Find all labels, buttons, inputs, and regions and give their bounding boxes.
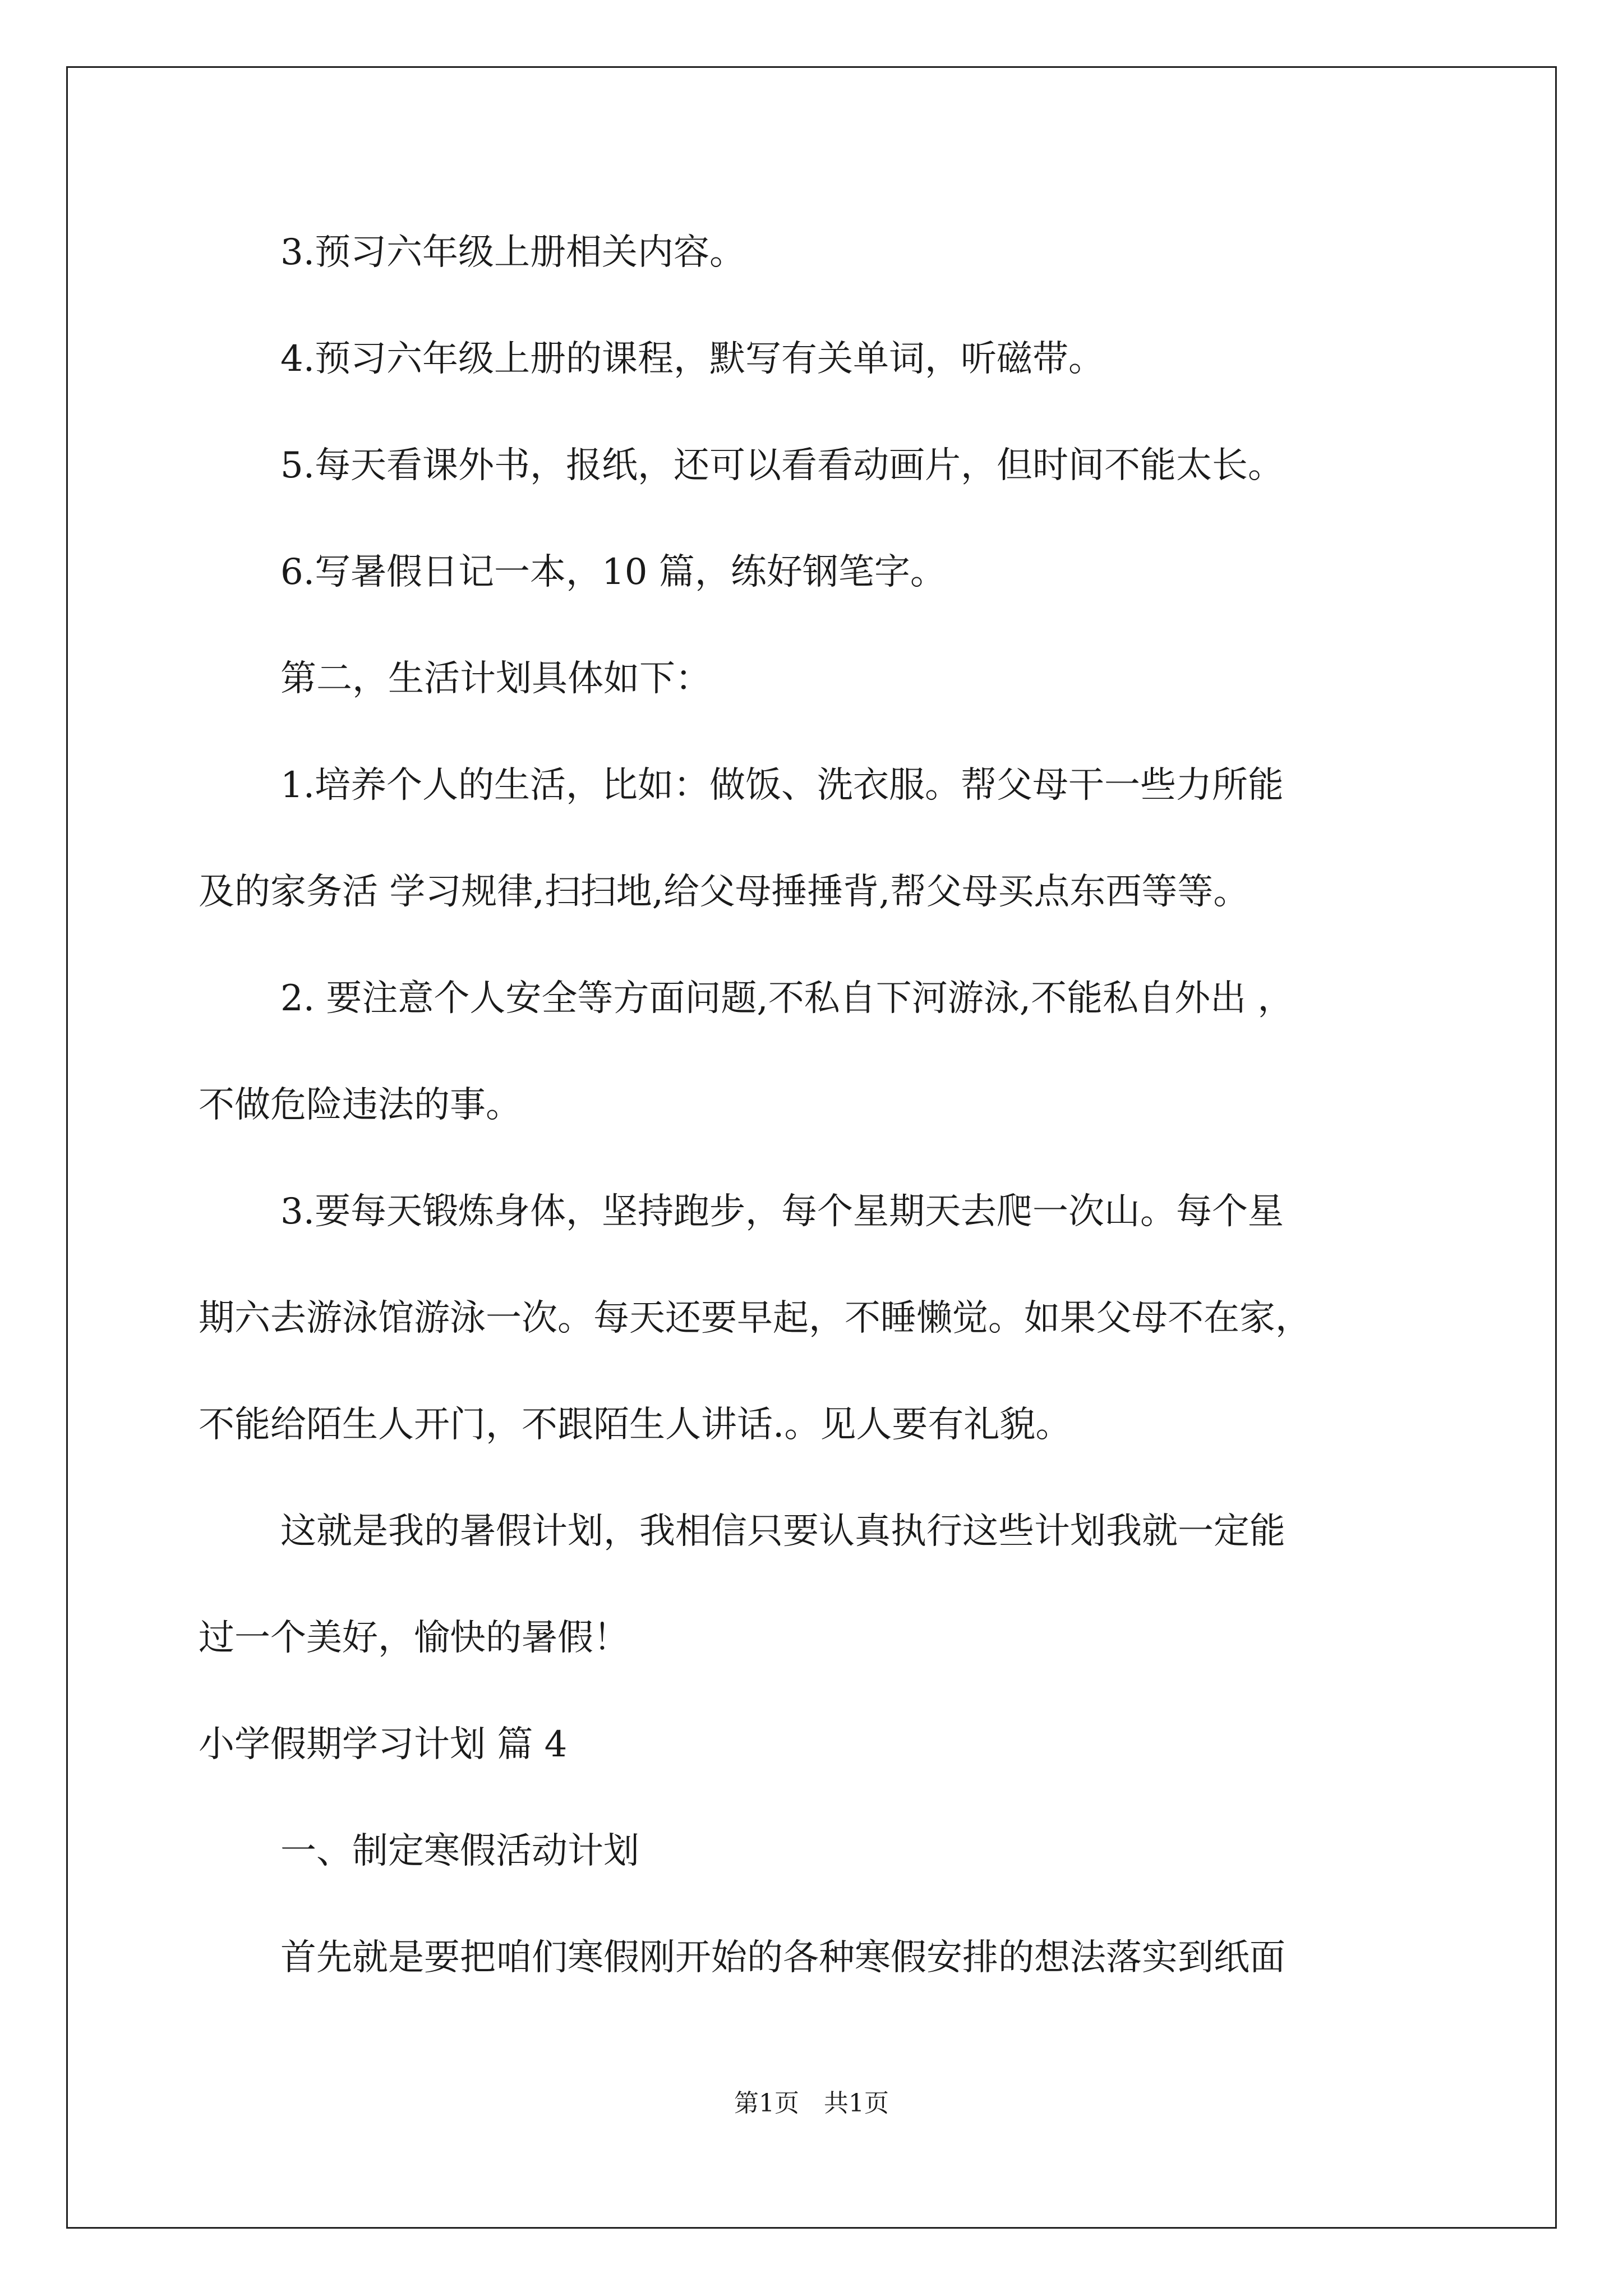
paragraph-life-2-line-2: 不做危险违法的事。 [199,1084,522,1126]
list-item-6-diary: 6.写暑假日记一本，10 篇，练好钢笔字。 [280,551,946,593]
list-item-5-reading: 5.每天看课外书，报纸，还可以看看动画片，但时间不能太长。 [280,445,1284,486]
paragraph-life-1-line-1: 1.培养个人的生活，比如：做饭、洗衣服。帮父母干一些力所能 [280,765,1284,806]
article-title-part-4: 小学假期学习计划 篇 4 [199,1724,568,1765]
page-footer: 第1页 共1页 [734,2089,889,2118]
paragraph-life-3-line-3: 不能给陌生人开门，不跟陌生人讲话.。见人要有礼貌。 [199,1404,1072,1446]
list-item-3-preview: 3.预习六年级上册相关内容。 [280,232,746,273]
paragraph-conclusion-line-2: 过一个美好，愉快的暑假！ [199,1617,629,1659]
section-heading-winter-plan: 一、制定寒假活动计划 [280,1830,639,1872]
paragraph-life-2-line-1: 2. 要注意个人安全等方面问题,不私自下河游泳,不能私自外出 ， [280,978,1294,1019]
page-border [66,66,1557,2229]
paragraph-life-1-line-2: 及的家务活 学习规律,扫扫地,给父母捶捶背,帮父母买点东西等等。 [199,871,1249,913]
list-item-4-preview-lessons: 4.预习六年级上册的课程，默写有关单词，听磁带。 [280,338,1105,380]
paragraph-life-3-line-2: 期六去游泳馆游泳一次。每天还要早起，不睡懒觉。如果父母不在家， [199,1297,1311,1339]
section-heading-life-plan: 第二，生活计划具体如下： [280,658,711,700]
paragraph-conclusion-line-1: 这就是我的暑假计划，我相信只要认真执行这些计划我就一定能 [280,1511,1285,1552]
paragraph-life-3-line-1: 3.要每天锻炼身体，坚持跑步，每个星期天去爬一次山。每个星 [280,1191,1284,1232]
paragraph-winter-plan-line-1: 首先就是要把咱们寒假刚开始的各种寒假安排的想法落实到纸面 [280,1937,1285,1978]
